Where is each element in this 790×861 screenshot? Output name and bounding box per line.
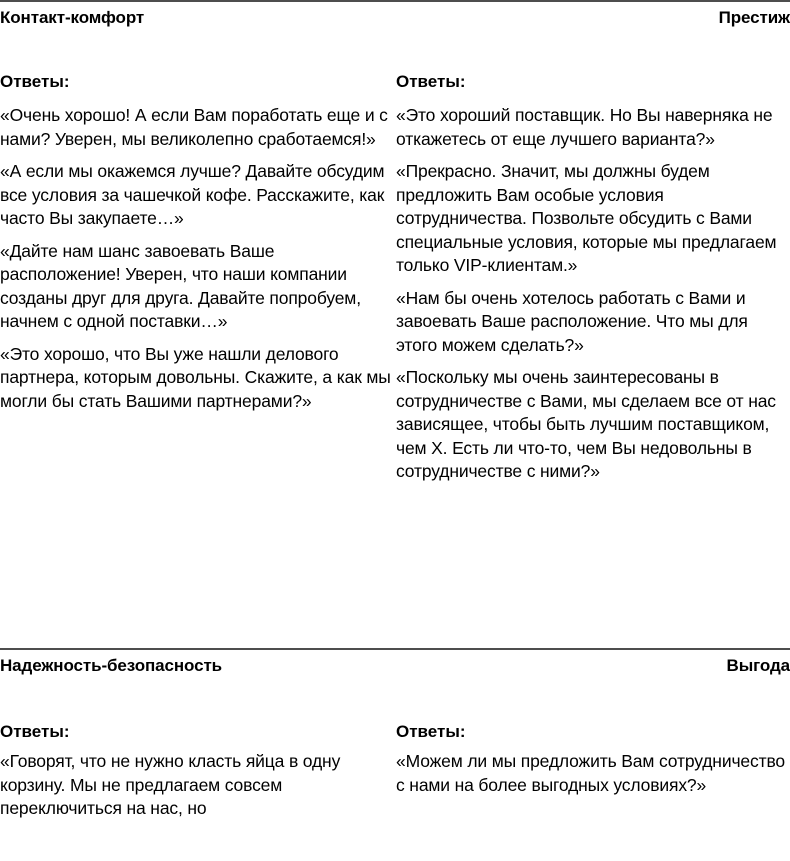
quote-item: «А если мы окажемся лучше? Давайте обсудим все условия за чашечкой кофе. Расскажите, как часто Вы закупаете…» <box>0 161 385 228</box>
quote-item: «Прекрасно. Значит, мы должны будем предложить Вам особые условия сотрудничества. Позвольте обсудить с Вами специальные условия, которые мы предлагаем только VIP-клиентам.» <box>396 161 777 275</box>
spacer <box>396 742 790 750</box>
quote-item: «Очень хорошо! А если Вам поработать еще и с нами? Уверен, мы великолепно сработаемся!» <box>0 105 388 149</box>
cell-nadezhnost-bezopasnost <box>0 649 396 821</box>
spacer <box>0 28 396 72</box>
spacer <box>0 676 396 722</box>
spacer <box>0 742 396 750</box>
cell-heading: Контакт-комфорт <box>0 8 145 27</box>
table-row <box>0 1 790 649</box>
spacer <box>396 92 790 104</box>
spacer <box>396 676 790 722</box>
quote-item: «Это хорошо, что Вы уже нашли делового партнера, которым довольны. Скажите, а как мы могли бы стать Вашими партнерами?» <box>0 343 391 411</box>
spacer <box>0 92 396 104</box>
spacer <box>396 28 790 72</box>
quote-item: «Дайте нам шанс завоевать Ваше расположение! Уверен, что наши компании созданы друг для друга. Давайте попробуем, начнем с одной поставки…» <box>0 240 361 331</box>
cell-prestizh <box>396 1 790 649</box>
cell-heading: Надежность-безопасность <box>0 656 223 675</box>
cell-kontakt-komfort <box>0 1 396 649</box>
answers-label: Ответы: <box>396 72 466 91</box>
cell-heading: Престиж <box>718 8 790 27</box>
quote-item: «Нам бы очень хотелось работать с Вами и завоевать Ваше расположение. Что мы для этого можем сделать?» <box>396 287 748 355</box>
quote-item: «Это хороший поставщик. Но Вы наверняка не откажетесь от еще лучшего варианта?» <box>396 105 773 149</box>
answers-label: Ответы: <box>396 722 466 741</box>
answers-label: Ответы: <box>0 72 70 91</box>
cell-heading: Выгода <box>726 656 790 675</box>
quote-item: «Можем ли мы предложить Вам сотрудничество с нами на более выгодных условиях?» <box>396 751 785 795</box>
quote-item: «Поскольку мы очень заинтересованы в сотрудничестве с Вами, мы сделаем все от нас зависящее, чтобы быть лучшим поставщиком, чем Х. Есть ли что-то, чем Вы недовольны в сотрудничестве с ними?» <box>396 367 776 481</box>
table-row <box>0 649 790 821</box>
cell-vygoda <box>396 649 790 821</box>
quote-item: «Говорят, что не нужно класть яйца в одну корзину. Мы не предлагаем совсем переключиться на нас, но <box>0 751 341 818</box>
answers-label: Ответы: <box>0 722 70 741</box>
